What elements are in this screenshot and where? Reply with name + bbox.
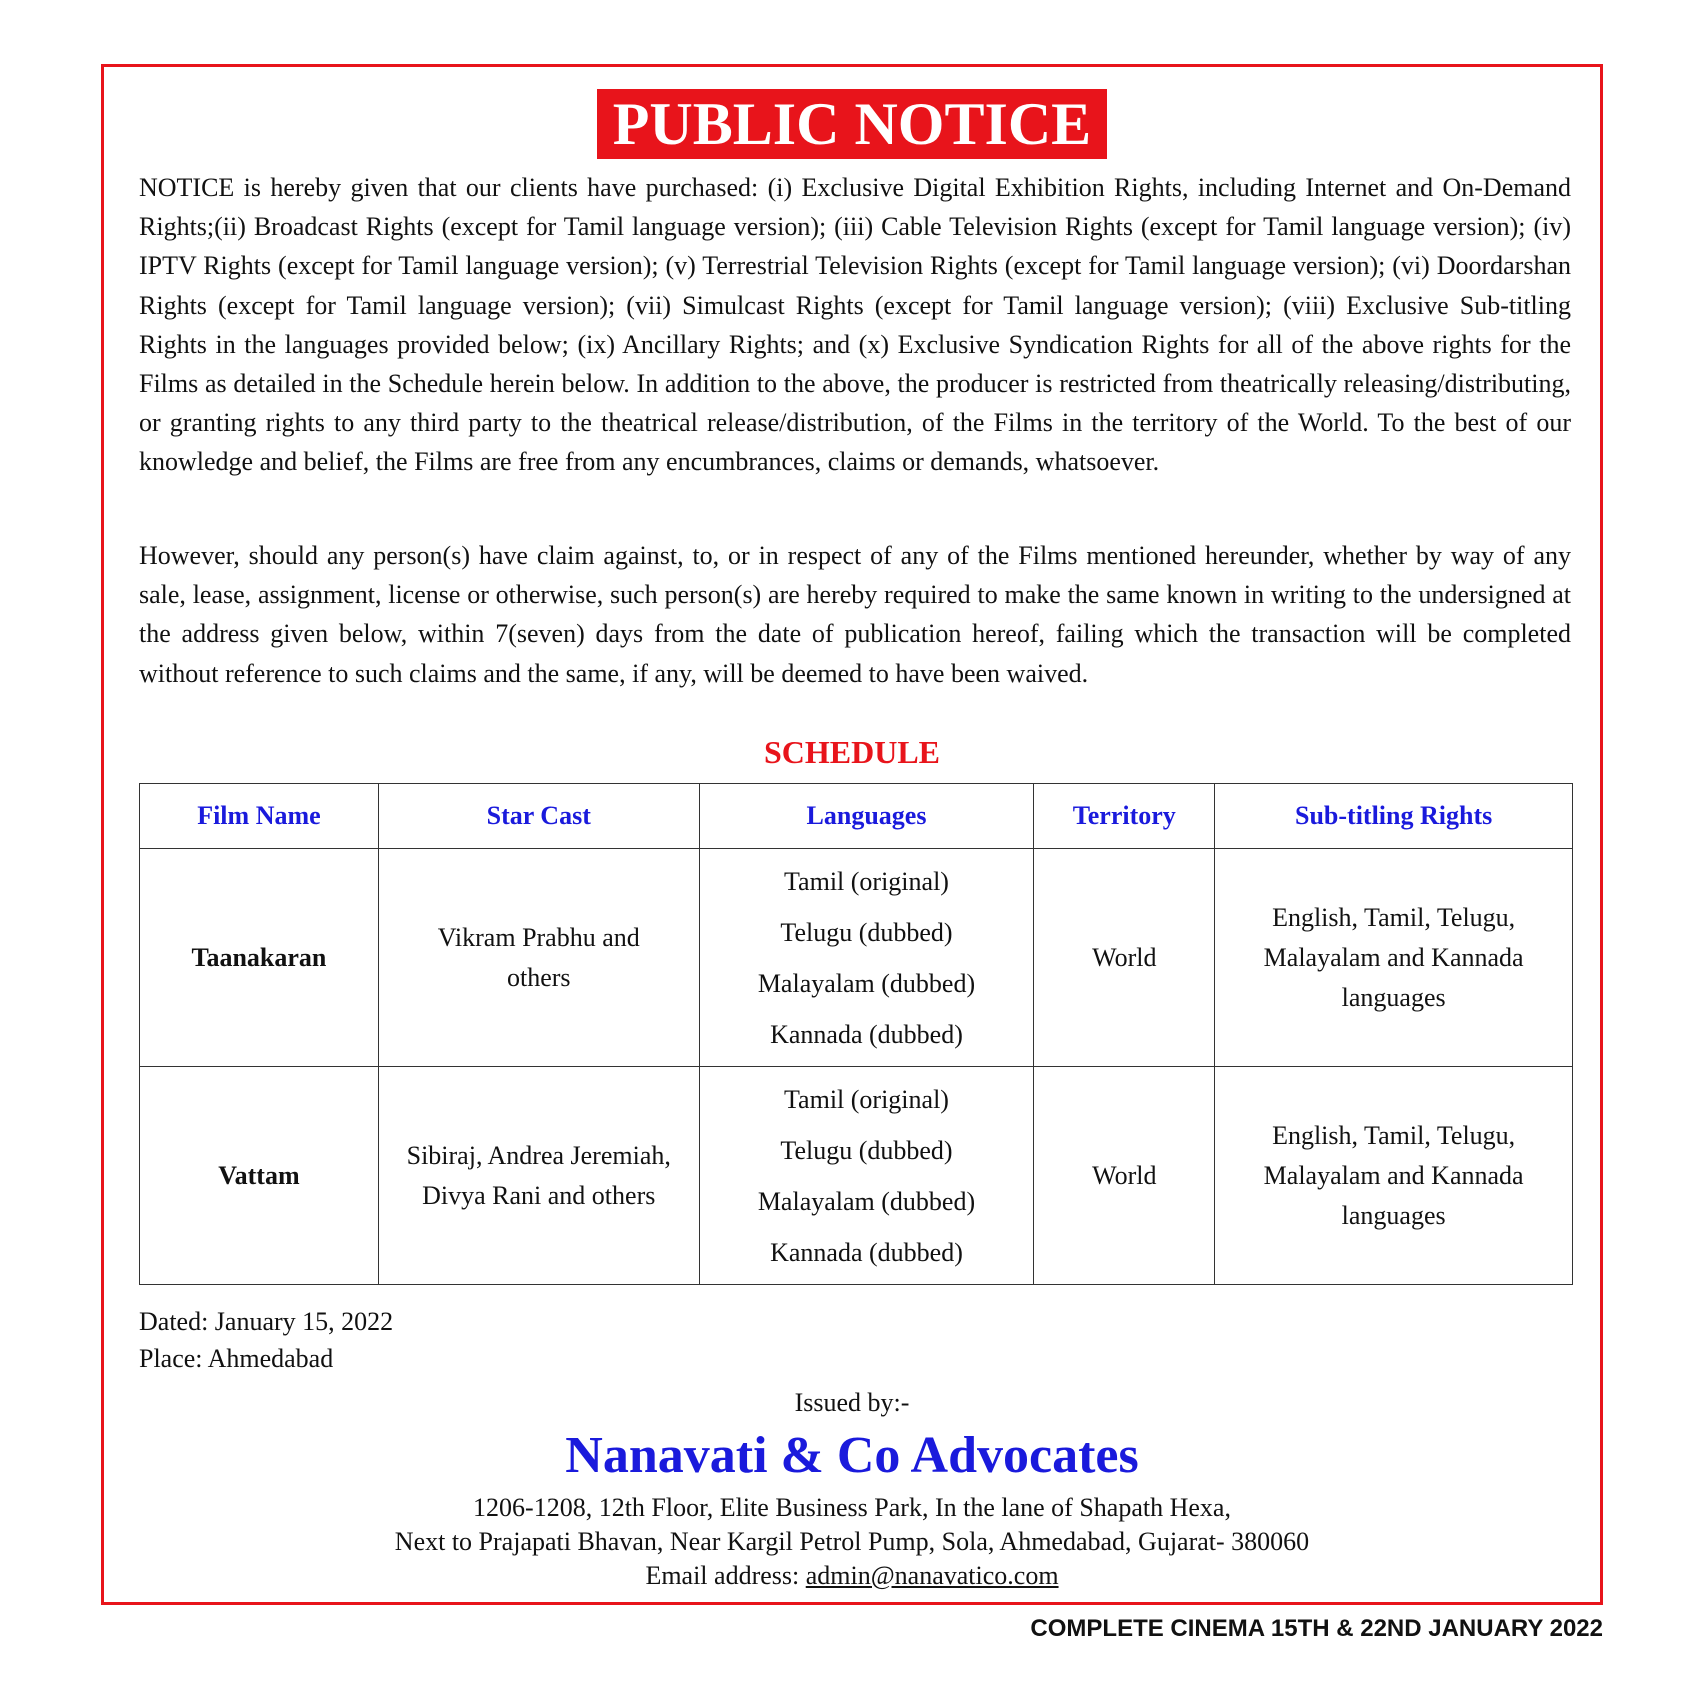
film-name-cell: Vattam [140,1067,379,1285]
language-item: Kannada (dubbed) [770,1237,963,1267]
star-cast-line: others [506,962,571,992]
language-item: Tamil (original) [783,866,949,896]
star-cast-cell [378,849,699,1067]
schedule-header-row [140,784,1573,849]
star-cast-cell [378,1067,699,1285]
table-row [140,849,1573,1067]
notice-title: PUBLIC NOTICE [597,89,1107,159]
language-item: Tamil (original) [783,1084,949,1114]
schedule-title: SCHEDULE [763,734,941,770]
header-territory: Territory [1034,784,1215,849]
publication-footer: COMPLETE CINEMA 15TH & 22ND JANUARY 2022 [1030,1615,1603,1642]
languages-cell [699,849,1034,1067]
header-languages: Languages [699,784,1034,849]
address-line-1: 1206-1208, 12th Floor, Elite Business Park, In the lane of Shapath Hexa, [473,1493,1231,1522]
star-cast-line: Sibiraj, Andrea Jeremiah, [406,1140,671,1170]
header-film-name: Film Name [140,784,379,849]
subtitling-line: English, Tamil, Telugu, [1272,1120,1516,1150]
language-item: Telugu (dubbed) [780,1135,953,1165]
notice-paragraph-2: However, should any person(s) have claim against, to, or in respect of any of the Films mentioned hereunder, whether by way of any sale, lease, assignment, license or otherwise, such person(s) are hereby required to make the same known in writing to the undersigned at the address given below, within 7(seven) days from the date of publication hereof, failing which the transaction will be completed without reference to such claims and the same, if any, will be deemed to have been waived. [139,541,1571,688]
issued-by-label: Issued by:- [794,1388,910,1417]
language-item: Malayalam (dubbed) [757,968,976,998]
subtitling-line: English, Tamil, Telugu, [1272,902,1516,932]
header-subtitling-rights: Sub-titling Rights [1215,784,1573,849]
subtitling-line: languages [1341,982,1446,1012]
language-item: Malayalam (dubbed) [757,1186,976,1216]
star-cast-line: Divya Rani and others [422,1180,656,1210]
email-line [104,1559,1600,1593]
subtitling-line: Malayalam and Kannada [1263,942,1524,972]
table-row [140,1067,1573,1285]
subtitling-line: languages [1341,1200,1446,1230]
subtitling-line: Malayalam and Kannada [1263,1160,1524,1190]
notice-frame [101,64,1603,1605]
territory-cell: World [1034,849,1215,1067]
languages-cell [699,1067,1034,1285]
language-item: Kannada (dubbed) [770,1019,963,1049]
address-line-2: Next to Prajapati Bhavan, Near Kargil Petrol Pump, Sola, Ahmedabad, Gujarat- 380060 [394,1527,1310,1556]
email-link[interactable]: admin@nanavatico.com [805,1561,1059,1590]
subtitling-cell [1215,849,1573,1067]
notice-paragraph-1: NOTICE is hereby given that our clients have purchased: (i) Exclusive Digital Exhibition Rights, including Internet and On-Demand Rights;(ii) Broadcast Rights (except for Tamil language version); (iii) Cable Television Rights (except for Tamil language version); (iv) IPTV Rights (except for Tamil language version); (v) Terrestrial Television Rights (except for Tamil language version); (vi) Doordarshan Rights (except for Tamil language version); (vii) Simulcast Rights (except for Tamil language version); (viii) Exclusive Sub-titling Rights in the languages provided below; (ix) Ancillary Rights; and (x) Exclusive Syndication Rights for all of the above rights for the Films as detailed in the Schedule herein below. In addition to the above, the producer is restricted from theatrically releasing/distributing, or granting rights to any third party to the theatrical release/distribution, of the Films in the territory of the World. To the best of our knowledge and belief, the Films are free from any encumbrances, claims or demands, whatsoever. [139,173,1571,477]
firm-name: Nanavati & Co Advocates [565,1427,1139,1484]
star-cast-line: Vikram Prabhu and [437,922,640,952]
schedule-table [139,783,1573,1285]
territory-cell: World [1034,1067,1215,1285]
email-label: Email address: [645,1561,800,1590]
language-item: Telugu (dubbed) [780,917,953,947]
title-wrap [104,89,1600,159]
subtitling-cell [1215,1067,1573,1285]
header-star-cast: Star Cast [378,784,699,849]
dated-line: Dated: January 15, 2022 [139,1307,394,1336]
place-line: Place: Ahmedabad [139,1344,334,1373]
film-name-cell: Taanakaran [140,849,379,1067]
